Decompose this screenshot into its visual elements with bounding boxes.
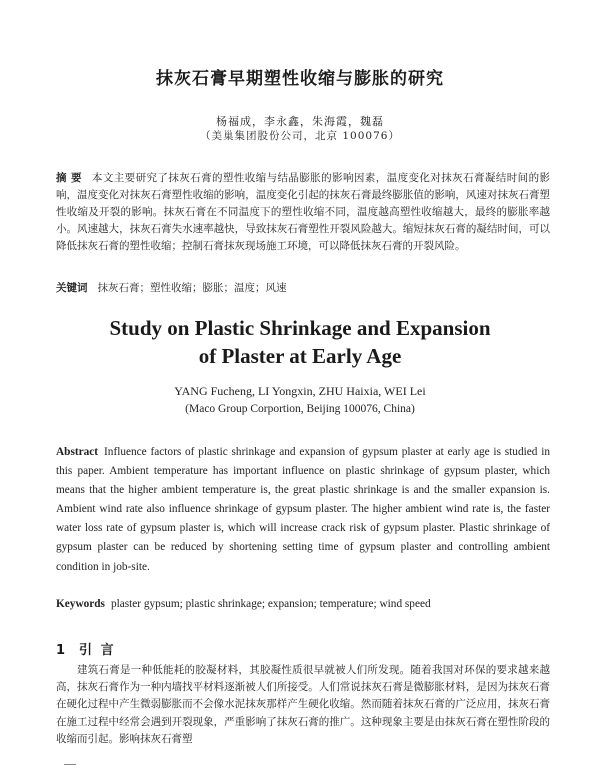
title-chinese: 抹灰石膏早期塑性收缩与膨胀的研究 [156, 69, 444, 89]
abstract-chinese [56, 170, 550, 255]
keywords-english-text: plaster gypsum; plastic shrinkage; expansion; temperature; wind speed [110, 598, 431, 610]
affiliation-chinese: （美巢集团股份公司，北京 100076） [200, 130, 400, 142]
affiliation-english: (Maco Group Corportion, Beijing 100076, China) [185, 403, 415, 415]
abstract-chinese-label: 摘 要 [56, 172, 82, 184]
keywords-chinese [56, 280, 550, 296]
section-1-heading [56, 639, 116, 658]
page-footer-mark [64, 764, 76, 765]
abstract-chinese-text: 本文主要研究了抹灰石膏的塑性收缩与结晶膨胀的影响因素，温度变化对抹灰石膏凝结时间的影响，温度变化对抹灰石膏塑性收缩的影响，温度变化引起的抹灰石膏最终膨胀值的影响，风速对抹灰石膏塑性收缩及开裂的影响。抹灰石膏在不同温度下的塑性收缩不同，温度越高塑性收缩越大，最终的膨胀率越小。风速越大，抹灰石膏失水速率越快，导致抹灰石膏塑性开裂风险越大。缩短抹灰石膏的凝结时间，可以降低抹灰石膏的塑性收缩；控制石膏抹灰现场施工环境，可以降低抹灰石膏的开裂风险。 [56, 172, 550, 252]
title-english-line-1: Study on Plastic Shrinkage and Expansion [109, 316, 491, 340]
keywords-english-label: Keywords [56, 598, 105, 610]
title-english-line-2: of Plaster at Early Age [198, 344, 402, 368]
abstract-english [56, 443, 550, 577]
title-english [0, 314, 600, 370]
keywords-chinese-text: 抹灰石膏；塑性收缩；膨胀；温度；风速 [97, 282, 287, 294]
keywords-chinese-label: 关键词 [56, 282, 88, 294]
section-1-number: 1 [56, 643, 68, 658]
abstract-english-text: Influence factors of plastic shrinkage and expansion of gypsum plaster at early age is studied in this paper. Ambient temperature has important influence on plastic shrinkage of gypsum plaster, which means that the higher ambient temperature is, the great plastic shrinkage is and the smaller expansion is. Ambient wind rate also influence shrinkage of gypsum plaster. The higher ambient wind rate is, the faster water loss rate of gypsum plaster is, which will increase crack risk of gypsum plaster. Plastic shrinkage of gypsum plaster can be reduced by shortening setting time of gypsum plaster and controlling ambient condition in job-site. [56, 446, 550, 573]
section-1-body: 建筑石膏是一种低能耗的胶凝材料，其胶凝性质很早就被人们所发现。随着我国对环保的要求越来越高，抹灰石膏作为一种内墙找平材料逐渐被人们所接受。人们常说抹灰石膏是微膨胀材料，是因为抹灰石膏在硬化过程中产生微弱膨胀而不会像水泥抹灰那样产生硬化收缩。然而随着抹灰石膏的广泛应用，抹灰石膏在施工过程中经常会遇到开裂现象，严重影响了抹灰石膏的推广。这种现象主要是由抹灰石膏在塑性阶段的收缩而引起。影响抹灰石膏塑 [56, 664, 550, 745]
section-1-title: 引 言 [79, 643, 116, 658]
authors-english: YANG Fucheng, LI Yongxin, ZHU Haixia, WEI Lei [174, 384, 426, 398]
authors-chinese: 杨福成，李永鑫，朱海霞，魏磊 [216, 115, 384, 128]
keywords-english [56, 596, 550, 612]
abstract-english-label: Abstract [56, 446, 99, 458]
